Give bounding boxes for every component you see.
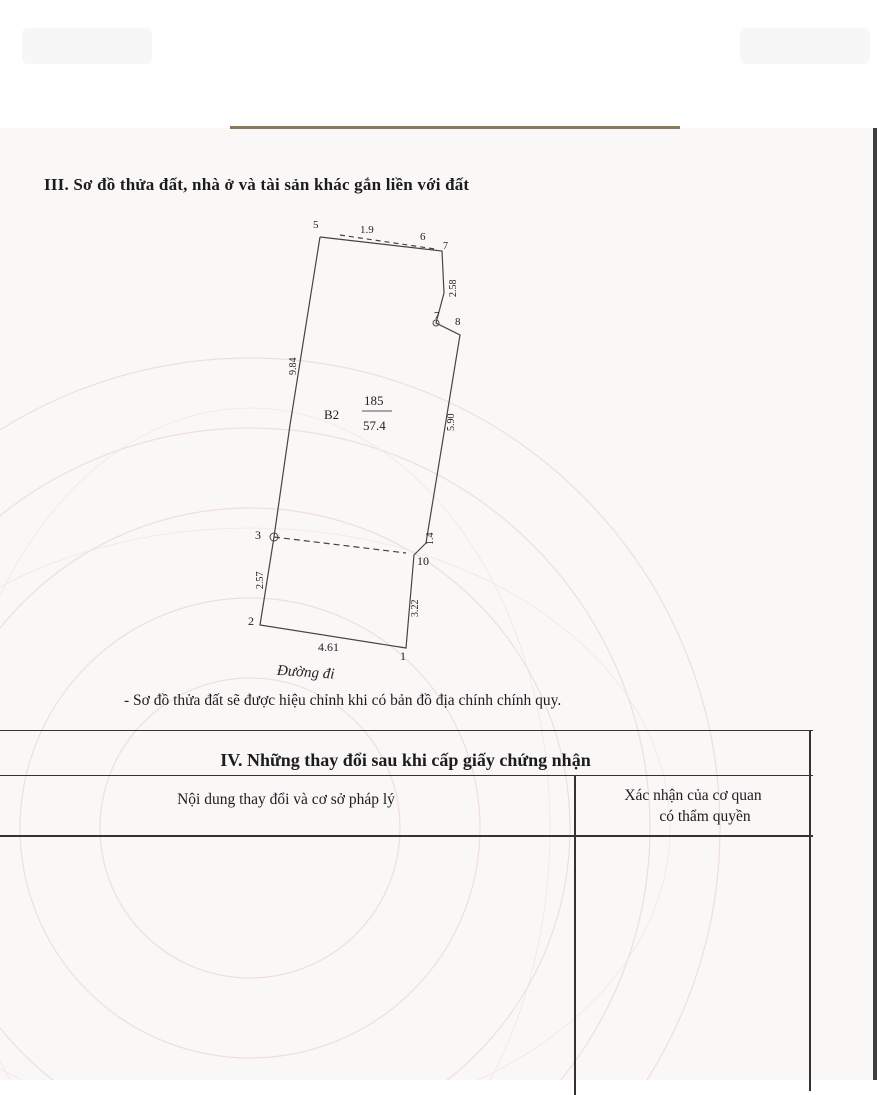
page-edge-right: [873, 128, 877, 1080]
diagram-note: - Sơ đồ thửa đất sẽ được hiệu chỉnh khi có bản đồ địa chính chính quy.: [124, 692, 562, 709]
parcel-number: 185: [364, 393, 384, 408]
point-6-label: 7: [443, 241, 448, 252]
point-5-label: 6: [420, 231, 426, 243]
edge-top-length: 1.9: [360, 224, 374, 236]
edge-left-lower-length: 2.57: [255, 571, 266, 589]
point-8-label: 8: [455, 316, 461, 328]
edge-bottom-length: 4.61: [318, 640, 339, 654]
edge-left-upper-length: 9.84: [288, 357, 299, 375]
confirmation-header-line1: Xác nhận của cơ quan: [624, 787, 762, 804]
point-2-label: 2: [248, 614, 254, 628]
changes-table: [0, 730, 813, 1091]
blurred-header-right: [740, 28, 870, 64]
parcel-code: B2: [324, 407, 340, 422]
point-7-label: 7: [434, 310, 440, 322]
parcel-diagram: [230, 205, 490, 685]
road-label: Đường đi: [276, 662, 335, 683]
point-4-label: 5: [313, 219, 319, 231]
section4-title: IV. Những thay đổi sau khi cấp giấy chứng nhận: [0, 731, 813, 776]
section3-title: III. Sơ đồ thửa đất, nhà ở và tài sản khác gắn liền với đất: [44, 175, 470, 194]
edge-right-mid-length: 1.4: [425, 532, 436, 545]
confirmation-header-line2: có thẩm quyền: [659, 808, 751, 825]
edge-right-long-length: 5.90: [446, 413, 457, 431]
point-3-label: 3: [255, 528, 261, 542]
top-margin: [0, 0, 889, 128]
blurred-header-left: [22, 28, 152, 64]
parcel-area: 57.4: [363, 418, 386, 433]
parcel-boundary: [260, 237, 460, 648]
point-1-label: 1: [400, 649, 406, 663]
house-front-line: [274, 537, 406, 553]
header-row-bottom-line: [0, 835, 813, 837]
column-header-confirmation: [576, 785, 810, 827]
point-10-label: 10: [417, 554, 429, 568]
column-header-content: Nội dung thay đổi và cơ sở pháp lý: [177, 791, 395, 808]
edge-right-lower-length: 3.22: [410, 599, 421, 617]
edge-right-short-length: 2.58: [448, 279, 459, 297]
page-edge-top: [230, 126, 680, 129]
